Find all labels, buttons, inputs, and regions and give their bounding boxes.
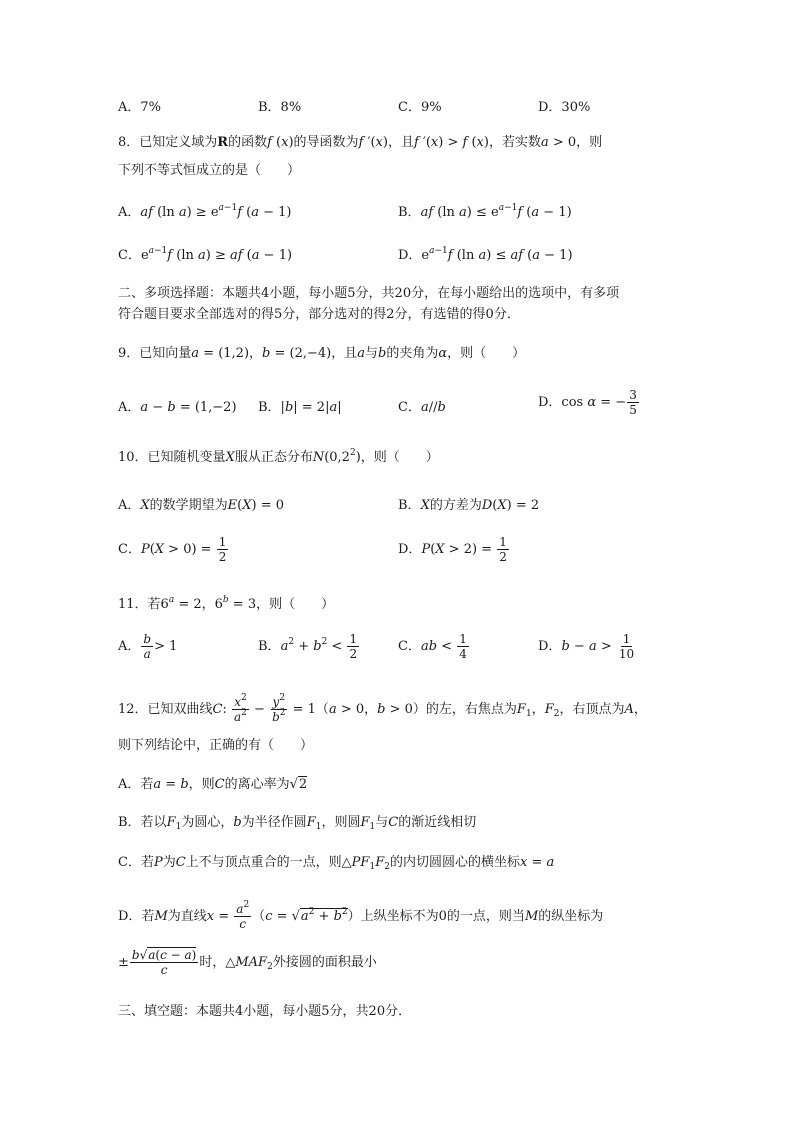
section2-line2: 符合题目要求全部选对的得5分，部分选对的得2分，有选错的得0分． xyxy=(118,307,520,322)
q11-option-c: C．ab < $\frac{1}{4}$ xyxy=(398,632,467,661)
q7-option-b: B．8% xyxy=(258,100,302,115)
q9-option-a: A．a − b = (1,−2) xyxy=(118,400,237,415)
q12-option-b: B．若以$F_1$为圆心，b为半径作圆$F_1$，则圆$F_1$与C的渐近线相切 xyxy=(118,815,477,832)
q8-option-c: C．$e^{a-1}f$ (ln a) ≥ af (a − 1) xyxy=(118,246,293,263)
q10-options-row1 xyxy=(0,494,794,534)
q8-option-b: B．af (ln $a) \le e^{a-1}f$ (a − 1) xyxy=(398,203,572,220)
q10-option-d: D．P(X > 2) = $\frac{1}{2}$ xyxy=(398,535,507,564)
q10-option-c: C．P(X > 0) = $\frac{1}{2}$ xyxy=(118,535,227,564)
q12-stem-line1: 12．已知双曲线C: $\frac{x^2}{a^2}$ − $\frac{y^2}{b^2}$ = 1（a > 0，b > 0）的左，右焦点为$F_1$，$F_2$，右顶点为A， xyxy=(118,693,647,724)
q11-stem: 11．若$6^a = 2$，$6^b = 3$，则（ ） xyxy=(118,595,335,612)
q12-stem-line2: 则下列结论中，正确的有（ ） xyxy=(118,738,314,753)
q7-option-d: D．30% xyxy=(538,100,591,115)
q9-options xyxy=(0,388,794,428)
q7-option-c: C．9% xyxy=(398,100,442,115)
q12-option-d-line1: D．若M为直线x = $\frac{a^2}{c}$ $(c = √a^2 + b^2)$上纵坐标不为0的一点，则当M的纵坐标为 xyxy=(118,900,604,931)
q9-option-b: B．|b| = 2|a| xyxy=(258,400,342,415)
section2-line1: 二、多项选择题：本题共4小题，每小题5分，共20分，在每小题给出的选项中，有多项 xyxy=(118,286,620,301)
q12-option-c: C．若P为C上不与顶点重合的一点，则$\triangle PF_1F_2$的内切圆圆心的横坐标x = a xyxy=(118,855,555,872)
q11-option-d: D．b − a > $\frac{1}{10}$ xyxy=(538,632,635,661)
q9-option-c: C．a//b xyxy=(398,400,446,415)
q9-option-d: D．cos α = − $\frac{3}{5}$ xyxy=(538,388,637,417)
q11-options xyxy=(0,632,794,672)
q8-option-d: D．$e^{a-1}f$ (ln a) ≤ af (a − 1) xyxy=(398,246,573,263)
q10-stem: 10．已知随机变量X服从正态分布$N(0,2^2)$，则（ ） xyxy=(118,448,439,465)
q8-option-a: A．af (ln $a) \ge e^{a-1}f$ (a − 1) xyxy=(118,203,292,220)
q11-option-a: A． $\frac{b}{a}$ > 1 xyxy=(118,632,178,661)
q11-option-b: B．$a^2 + b^2$ < $\frac{1}{2}$ xyxy=(258,632,358,661)
q10-options-row2 xyxy=(0,535,794,575)
q8-stem-line2: 下列不等式恒成立的是（ ） xyxy=(118,163,301,178)
section3-heading: 三、填空题：本题共4小题，每小题5分，共20分． xyxy=(118,1004,412,1019)
q10-option-a: A．X的数学期望为E(X) = 0 xyxy=(118,498,285,513)
q8-options-row1 xyxy=(0,201,794,241)
q7-options xyxy=(0,96,794,136)
q7-option-a: A．7% xyxy=(118,100,162,115)
q9-stem: 9．已知向量a = (1,2)，b = (2,−4)，且a与b的夹角为α，则（ ） xyxy=(118,346,526,361)
q12-option-d-line2: ± $\frac{b√a(c - a)}{c}$ 时，$\triangle MAF_2$外接圆的面积最小 xyxy=(118,948,377,977)
q8-stem-line1: 8．已知定义域为R的函数f (x)的导函数为f ′(x)，且f ′(x) > f (x)，若实数a > 0，则 xyxy=(118,135,603,150)
q10-option-b: B．X的方差为D(X) = 2 xyxy=(398,498,540,513)
q12-option-a: A．若a = b，则C的离心率为√2 xyxy=(118,777,308,792)
q8-options-row2 xyxy=(0,244,794,284)
